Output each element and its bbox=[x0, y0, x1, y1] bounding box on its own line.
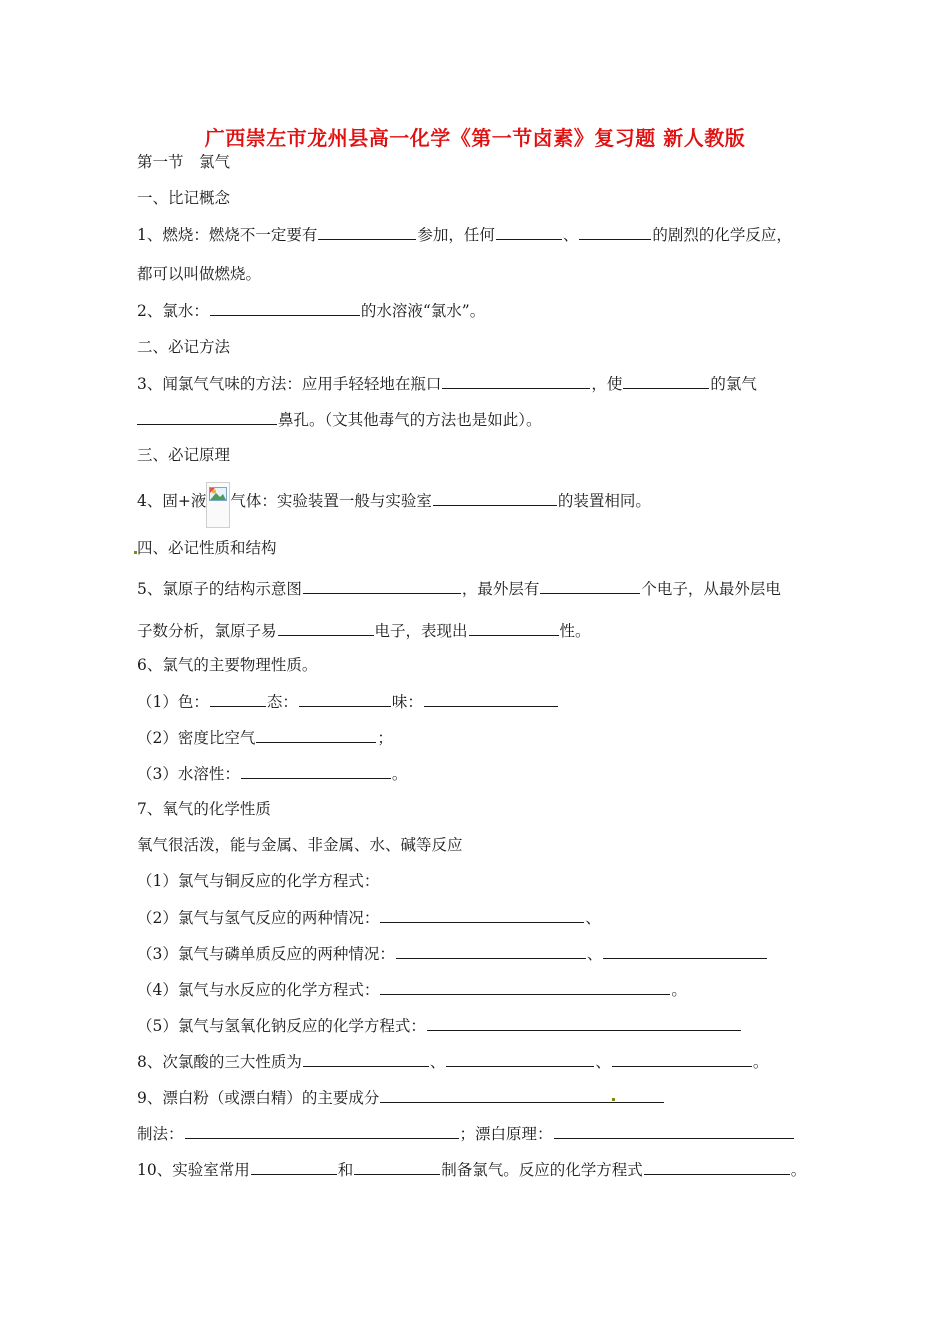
q3-blank-1[interactable] bbox=[442, 373, 590, 389]
q6-text-l3a: （3）水溶性： bbox=[137, 765, 240, 783]
q1-text-d: 的剧烈的化学反应， bbox=[652, 226, 792, 244]
question-3-line-1 bbox=[137, 373, 757, 393]
q5-blank-3[interactable] bbox=[278, 620, 374, 636]
question-1-line-2: 都可以叫做燃烧。 bbox=[137, 265, 262, 283]
q7-text-l2a: （2）氯气与氢气反应的两种情况： bbox=[137, 909, 380, 927]
q7-blank-phosphorus-2[interactable] bbox=[603, 943, 767, 959]
q6-text-l1c: 味： bbox=[391, 693, 423, 711]
q7-blank-phosphorus-1[interactable] bbox=[396, 943, 586, 959]
q1-text-b: 参加，任何 bbox=[417, 226, 495, 244]
q8-blank-1[interactable] bbox=[303, 1051, 429, 1067]
q10-blank-1[interactable] bbox=[251, 1159, 337, 1175]
q7-text-l4b: 。 bbox=[671, 981, 687, 999]
q5-text-a: 5、氯原子的结构示意图 bbox=[137, 580, 302, 598]
q7-blank-naoh[interactable] bbox=[427, 1015, 741, 1031]
q9-blank-principle[interactable] bbox=[554, 1123, 794, 1139]
q2-text-a: 2、氯水： bbox=[137, 302, 209, 320]
q8-blank-3[interactable] bbox=[612, 1051, 752, 1067]
question-2 bbox=[137, 300, 485, 320]
q6-text-l1b: 态： bbox=[266, 693, 298, 711]
q10-text-a: 10、实验室常用 bbox=[137, 1161, 250, 1179]
q4-text-b: 气体：实验装置一般与实验室 bbox=[230, 492, 432, 510]
q7-blank-water[interactable] bbox=[380, 979, 670, 995]
question-8 bbox=[137, 1051, 768, 1071]
q9-blank-preparation[interactable] bbox=[185, 1123, 459, 1139]
question-5-line-2 bbox=[137, 620, 591, 640]
q10-blank-2[interactable] bbox=[354, 1159, 440, 1175]
q6-blank-solubility[interactable] bbox=[241, 763, 391, 779]
q8-text-b: 、 bbox=[429, 1053, 446, 1071]
q5-text-f: 性。 bbox=[559, 622, 591, 640]
q6-blank-color[interactable] bbox=[210, 691, 266, 707]
question-6-line-1 bbox=[137, 691, 559, 711]
page-title: 广西崇左市龙州县高一化学《第一节卤素》复习题 新人教版 bbox=[204, 126, 746, 150]
q1-blank-3[interactable] bbox=[579, 224, 651, 240]
q1-text-c: 、 bbox=[562, 226, 579, 244]
question-1-line-1 bbox=[137, 224, 792, 244]
q7-text-l5: （5）氯气与氢氧化钠反应的化学方程式： bbox=[137, 1017, 426, 1035]
question-7-line-2 bbox=[137, 907, 601, 927]
question-9-line-1 bbox=[137, 1087, 665, 1107]
q5-blank-1[interactable] bbox=[303, 578, 461, 594]
q10-blank-3[interactable] bbox=[644, 1159, 790, 1175]
question-7-heading: 7、氧气的化学性质 bbox=[137, 800, 271, 818]
question-4 bbox=[137, 490, 651, 510]
q6-text-l2b: ； bbox=[377, 729, 393, 747]
q3-blank-2[interactable] bbox=[623, 373, 709, 389]
question-9-line-2 bbox=[137, 1123, 795, 1143]
part-heading-4: 四、必记性质和结构 bbox=[137, 539, 277, 557]
q8-blank-2[interactable] bbox=[446, 1051, 594, 1067]
q10-text-c: 制备氯气。反应的化学方程式 bbox=[441, 1161, 643, 1179]
q8-text-d: 。 bbox=[752, 1053, 769, 1071]
part-heading-3: 三、必记原理 bbox=[137, 446, 231, 464]
stray-dot-mark bbox=[612, 1098, 615, 1101]
q4-text-a: 4、固+液 bbox=[137, 492, 207, 510]
section-heading: 第一节 氯气 bbox=[137, 153, 231, 171]
q1-text-a: 1、燃烧：燃烧不一定要有 bbox=[137, 226, 318, 244]
q5-blank-2[interactable] bbox=[540, 578, 640, 594]
q4-text-c: 的装置相同。 bbox=[557, 492, 651, 510]
q7-text-l2b: 、 bbox=[585, 909, 601, 927]
q4-blank-1[interactable] bbox=[433, 490, 557, 506]
part-heading-1: 一、比记概念 bbox=[137, 189, 231, 207]
q9-text-a: 9、漂白粉（或漂白精）的主要成分 bbox=[137, 1089, 380, 1107]
question-7-line-5 bbox=[137, 1015, 742, 1035]
q2-blank-1[interactable] bbox=[210, 300, 360, 316]
q5-text-e: 电子，表现出 bbox=[374, 622, 468, 640]
question-7-intro: 氧气很活泼，能与金属、非金属、水、碱等反应 bbox=[137, 836, 463, 854]
q9-text-c: ；漂白原理： bbox=[459, 1125, 553, 1143]
q5-blank-4[interactable] bbox=[469, 620, 559, 636]
q6-blank-density[interactable] bbox=[256, 727, 376, 743]
q3-text-d: 鼻孔。（文其他毒气的方法也是如此）。 bbox=[278, 411, 542, 429]
q7-text-l4a: （4）氯气与水反应的化学方程式： bbox=[137, 981, 380, 999]
q6-text-l3b: 。 bbox=[391, 765, 408, 783]
part-heading-2: 二、必记方法 bbox=[137, 338, 231, 356]
q1-blank-1[interactable] bbox=[318, 224, 416, 240]
q6-text-l1a: （1）色： bbox=[137, 693, 209, 711]
question-5-line-1 bbox=[137, 578, 781, 598]
q2-text-b: 的水溶液“氯水”。 bbox=[360, 302, 486, 320]
q3-blank-3[interactable] bbox=[137, 409, 277, 425]
question-3-line-2 bbox=[137, 409, 542, 429]
q10-text-b: 和 bbox=[337, 1161, 354, 1179]
q1-blank-2[interactable] bbox=[496, 224, 562, 240]
q6-blank-smell[interactable] bbox=[424, 691, 558, 707]
q9-text-b: 制法： bbox=[137, 1125, 184, 1143]
q9-blank-composition[interactable] bbox=[380, 1087, 664, 1103]
q6-text-l2a: （2）密度比空气 bbox=[137, 729, 256, 747]
q5-text-c: 个电子，从最外层电 bbox=[641, 580, 781, 598]
question-7-line-1: （1）氯气与铜反应的化学方程式： bbox=[137, 872, 380, 890]
q6-blank-state[interactable] bbox=[299, 691, 391, 707]
q8-text-a: 8、次氯酸的三大性质为 bbox=[137, 1053, 302, 1071]
question-6-heading: 6、氯气的主要物理性质。 bbox=[137, 656, 318, 674]
q5-text-d: 子数分析，氯原子易 bbox=[137, 622, 277, 640]
question-6-line-2 bbox=[137, 727, 393, 747]
q3-text-a: 3、闻氯气气味的方法：应用手轻轻地在瓶口 bbox=[137, 375, 442, 393]
question-10 bbox=[137, 1159, 806, 1179]
q5-text-b: ，最外层有 bbox=[461, 580, 540, 598]
q3-text-b: ，使 bbox=[591, 375, 623, 393]
q10-text-d: 。 bbox=[790, 1161, 807, 1179]
q7-text-l3b: 、 bbox=[586, 945, 603, 963]
q7-text-l3a: （3）氯气与磷单质反应的两种情况： bbox=[137, 945, 395, 963]
broken-image-icon bbox=[206, 482, 230, 528]
q8-text-c: 、 bbox=[595, 1053, 611, 1071]
q3-text-c: 的氯气 bbox=[710, 375, 757, 393]
question-6-line-3 bbox=[137, 763, 407, 783]
question-7-line-3 bbox=[137, 943, 768, 963]
question-7-line-4 bbox=[137, 979, 687, 999]
q7-blank-hydrogen[interactable] bbox=[380, 907, 584, 923]
